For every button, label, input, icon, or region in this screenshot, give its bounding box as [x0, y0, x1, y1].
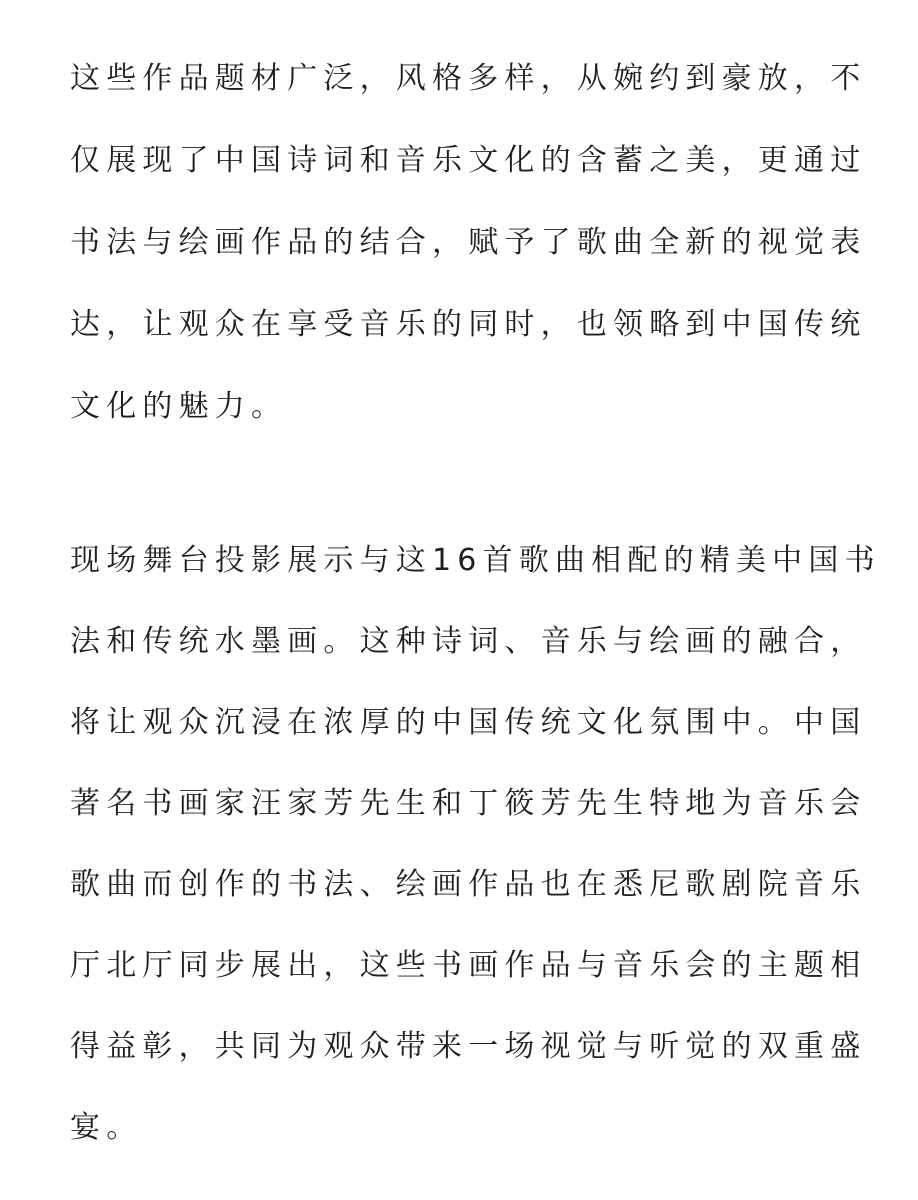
text-line: 将让观众沉浸在浓厚的中国传统文化氛围中。中国: [70, 705, 867, 740]
text-line: 歌曲而创作的书法、绘画作品也在悉尼歌剧院音乐: [70, 867, 867, 902]
text-line: 仅展现了中国诗词和音乐文化的含蓄之美，更通过: [70, 143, 867, 178]
text-line: 得益彰，共同为观众带来一场视觉与听觉的双重盛: [70, 1029, 867, 1064]
text-line: 书法与绘画作品的结合，赋予了歌曲全新的视觉表: [70, 225, 867, 260]
article-paragraph-2: [70, 520, 881, 1168]
text-line: 达，让观众在享受音乐的同时，也领略到中国传统: [70, 307, 867, 342]
text-line: 现场舞台投影展示与这16首歌曲相配的精美中国书: [70, 543, 881, 578]
text-line: 法和传统水墨画。这种诗词、音乐与绘画的融合，: [70, 624, 867, 659]
text-line: 宴。: [70, 1110, 143, 1145]
article-paragraph-1: [70, 38, 867, 448]
text-line: 这些作品题材广泛，风格多样，从婉约到豪放，不: [70, 61, 867, 96]
text-line: 文化的魅力。: [70, 389, 288, 424]
text-line: 著名书画家汪家芳先生和丁筱芳先生特地为音乐会: [70, 786, 867, 821]
text-line: 厅北厅同步展出，这些书画作品与音乐会的主题相: [70, 948, 867, 983]
